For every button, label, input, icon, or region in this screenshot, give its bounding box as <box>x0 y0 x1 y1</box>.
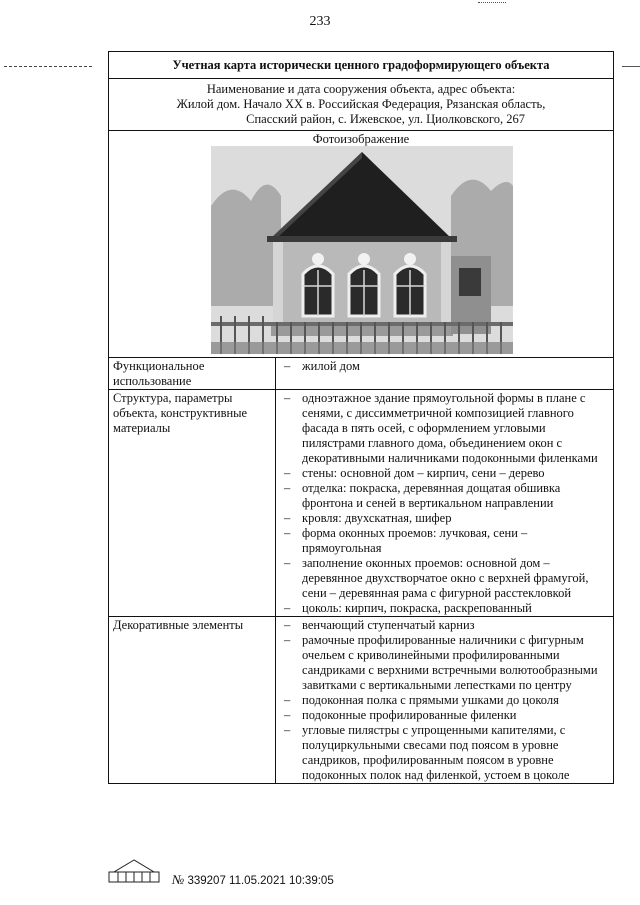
house-photo-drawing <box>211 146 513 354</box>
row-decorative-elements <box>109 617 613 784</box>
list-item: – подоконные профилированные филенки <box>282 708 607 723</box>
scan-artifact-right <box>622 66 640 69</box>
list-item: – одноэтажное здание прямоугольной формы в плане с сенями, с диссимметричной композицией главного фасада в пять осей, с оформлением угловыми пилястрами главного дома, объединением окон с декоративными наличниками подоконными филенками <box>282 391 607 466</box>
row-label: Функциональное использование <box>109 358 276 390</box>
row-label: Структура, параметры объекта, конструктивные материалы <box>109 390 276 617</box>
registration-datetime: 11.05.2021 10:39:05 <box>229 875 334 887</box>
document-number: 339207 <box>187 875 226 887</box>
row-functional-use <box>109 358 613 390</box>
row-items <box>282 359 607 374</box>
scan-artifact-top <box>478 2 506 5</box>
card-title: Учетная карта исторически ценного градоформирующего объекта <box>109 52 613 79</box>
list-item: – стены: основной дом – кирпич, сени – дерево <box>282 466 607 481</box>
list-item: – отделка: покраска, деревянная дощатая обшивка фронтона и сеней в вертикальном направлении <box>282 481 607 511</box>
house-photo <box>211 146 513 354</box>
object-name-line-1: Жилой дом. Начало XX в. Российская Федерация, Рязанская область, <box>176 97 546 111</box>
photo-section <box>109 131 613 358</box>
object-name-label: Наименование и дата сооружения объекта, адрес объекта: <box>206 82 516 96</box>
registration-card <box>108 51 614 784</box>
list-item: – венчающий ступенчатый карниз <box>282 618 607 633</box>
list-item: – рамочные профилированные наличники с фигурным очельем с криволинейными профилированными сандриками с верхними встречными волютообразными завитками с вертикальными лепестками по центру <box>282 633 607 693</box>
document-registration <box>172 872 334 888</box>
row-items <box>282 618 607 783</box>
row-items <box>282 391 607 616</box>
scan-artifact-left <box>4 66 92 70</box>
footer <box>108 858 408 888</box>
row-label: Декоративные элементы <box>109 617 276 784</box>
row-structure <box>109 390 613 617</box>
object-name-line-2: Спасский район, с. Ижевское, ул. Циолковского, 267 <box>246 112 525 126</box>
list-item: – подоконная полка с прямыми ушками до цоколя <box>282 693 607 708</box>
list-item: – жилой дом <box>282 359 607 374</box>
list-item: – цоколь: кирпич, покраска, раскрепованный <box>282 601 607 616</box>
page-number: 233 <box>309 14 331 29</box>
properties-table <box>109 358 613 783</box>
list-item: – угловые пилястры с упрощенными капителями, с полуциркульными свесами под поясом в уровне сандриков, профилированным поясом в уровне подоконных полок над филенкой, устоем в цоколе <box>282 723 607 783</box>
registry-stamp-icon <box>108 858 160 884</box>
list-item: – форма оконных проемов: лучковая, сени – прямоугольная <box>282 526 607 556</box>
number-symbol: № <box>172 872 185 887</box>
list-item: – кровля: двухскатная, шифер <box>282 511 607 526</box>
photo-caption: Фотоизображение <box>312 132 410 146</box>
list-item: – заполнение оконных проемов: основной дом – деревянное двухстворчатое окно с верхней фрамугой, сени – деревянная рама с фигурной расстекловкой <box>282 556 607 601</box>
object-name-section <box>109 79 613 131</box>
